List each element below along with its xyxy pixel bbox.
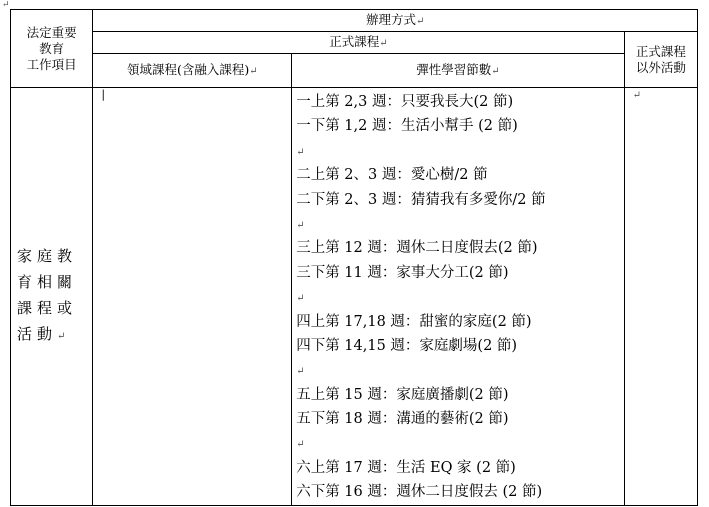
domain-course-cell[interactable] — [93, 88, 292, 506]
header-domain-cell: 領域課程(含融入課程)↵ — [93, 54, 292, 88]
item-line: 家庭教 — [17, 246, 78, 265]
blank-line: ↵ — [296, 366, 305, 378]
item-line: 活動↵ — [17, 324, 71, 343]
blank-line: ↵ — [296, 439, 305, 451]
schedule-line: 一上第 2,3 週：只要我長大(2 節) — [296, 94, 514, 110]
item-line: 課程或 — [17, 298, 78, 317]
header-method-cell: 辦理方式↵ — [93, 10, 698, 32]
blank-line: ↵ — [296, 293, 305, 305]
schedule-line: 六下第 16 週：週休二日度假去 (2 節) — [296, 484, 543, 501]
header-flexible-cell: 彈性學習節數↵ — [292, 54, 624, 88]
schedule-line: 五下第 18 週：溝通的藝術(2 節) — [296, 411, 509, 428]
schedule-line: 四下第 14,15 週：家庭劇場(2 節) — [296, 337, 518, 354]
paragraph-mark: ↵ — [632, 90, 642, 101]
outside-activity-cell[interactable] — [624, 88, 697, 506]
header-item-line: 法定重要 — [26, 24, 77, 40]
item-line: 育相關 — [17, 272, 78, 291]
education-items-table — [10, 9, 698, 506]
header-item-line: 工作項目 — [26, 56, 77, 72]
blank-line: ↵ — [296, 219, 305, 231]
header-outside-line: 以外活動 — [635, 59, 686, 75]
header-item-cell — [11, 10, 93, 88]
schedule-line: 三下第 11 週：家事大分工(2 節) — [296, 264, 509, 281]
schedule-line: 四上第 17,18 週：甜蜜的家庭(2 節) — [296, 313, 532, 330]
header-outside-cell — [624, 32, 697, 88]
paragraph-mark: ↵ — [2, 0, 10, 10]
schedule-line: 五上第 15 週：家庭廣播劇(2 節) — [296, 386, 509, 403]
schedule-line: 三上第 12 週：週休二日度假去(2 節) — [296, 240, 538, 257]
schedule-line: 二下第 2、3 週：猜猜我有多愛你/2 節 — [296, 191, 546, 208]
header-outside-line: 正式課程 — [635, 43, 686, 59]
schedule-line: 一下第 1,2 週：生活小幫手 (2 節) — [296, 118, 518, 135]
schedule-line: 六上第 17 週：生活 EQ 家 (2 節) — [296, 459, 516, 476]
header-formal: 正式課程 — [329, 33, 380, 49]
header-flexible: 彈性學習節數 — [416, 61, 492, 77]
header-formal-cell: 正式課程↵ — [93, 32, 624, 54]
item-cell — [11, 88, 93, 506]
header-item-line: 教育 — [39, 40, 65, 56]
flexible-schedule-cell — [292, 88, 624, 506]
blank-line: ↵ — [296, 146, 305, 158]
header-method: 辦理方式 — [365, 11, 416, 27]
text-cursor: | — [101, 88, 106, 101]
header-domain: 領域課程(含融入課程) — [126, 61, 250, 77]
schedule-line: 二上第 2、3 週：愛心樹/2 節 — [296, 167, 488, 184]
